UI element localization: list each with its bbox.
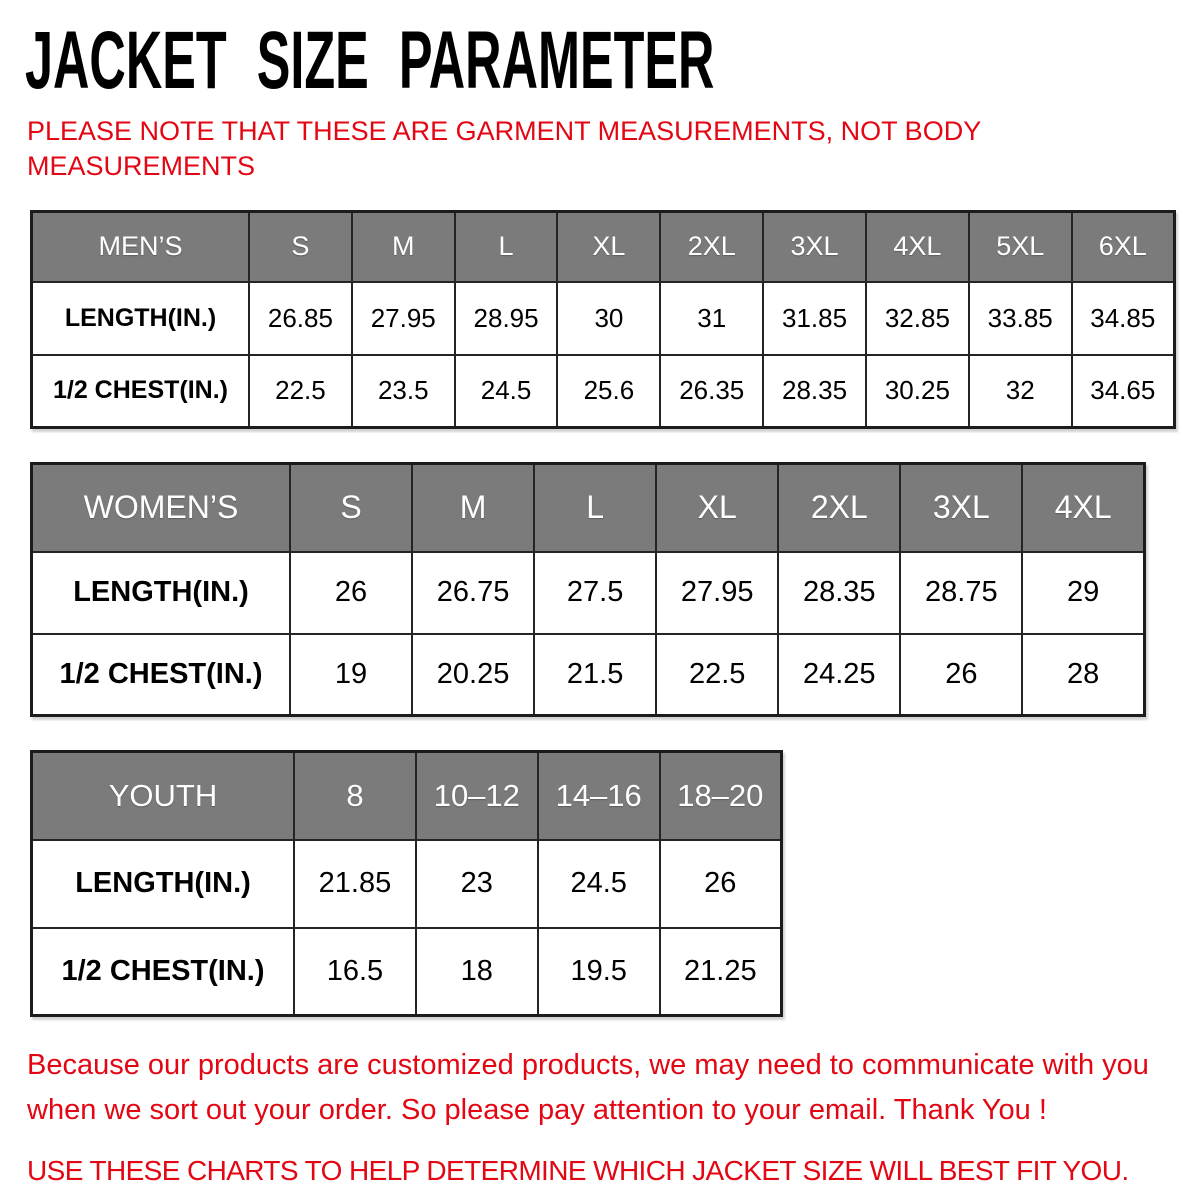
size-header-cell: M <box>412 464 534 552</box>
row-label-cell: 1/2 CHEST(IN.) <box>32 634 291 716</box>
value-cell: 23 <box>416 840 538 928</box>
table-row <box>32 928 782 1016</box>
size-header-cell: 6XL <box>1072 212 1175 282</box>
size-header-cell: S <box>290 464 412 552</box>
table-title-cell: YOUTH <box>32 752 295 840</box>
value-cell: 28.35 <box>778 552 900 634</box>
size-table-grid <box>30 750 783 1017</box>
table-title-cell: MEN’S <box>32 212 250 282</box>
value-cell: 31 <box>660 282 763 355</box>
womens-size-table <box>30 462 1200 717</box>
size-header-cell: 8 <box>294 752 416 840</box>
value-cell: 34.85 <box>1072 282 1175 355</box>
value-cell: 28 <box>1022 634 1144 716</box>
value-cell: 25.6 <box>557 355 660 428</box>
row-label-cell: LENGTH(IN.) <box>32 840 295 928</box>
size-table-grid <box>30 462 1146 717</box>
value-cell: 26 <box>900 634 1022 716</box>
size-header-cell: 4XL <box>1022 464 1144 552</box>
row-label-cell: LENGTH(IN.) <box>32 552 291 634</box>
size-table-grid <box>30 210 1176 429</box>
value-cell: 24.5 <box>455 355 558 428</box>
size-header-cell: S <box>249 212 352 282</box>
table-row <box>32 282 1175 355</box>
mens-size-table <box>30 210 1200 429</box>
value-cell: 27.95 <box>352 282 455 355</box>
value-cell: 19.5 <box>538 928 660 1016</box>
value-cell: 30.25 <box>866 355 969 428</box>
size-header-cell: L <box>534 464 656 552</box>
size-header-cell: M <box>352 212 455 282</box>
table-row <box>32 355 1175 428</box>
customized-products-note: Because our products are customized products, we may need to communicate with you when we sort out your order. So please pay attention to your email. Thank You ! <box>27 1049 1149 1127</box>
value-cell: 21.85 <box>294 840 416 928</box>
size-header-cell: XL <box>656 464 778 552</box>
value-cell: 29 <box>1022 552 1144 634</box>
value-cell: 28.95 <box>455 282 558 355</box>
value-cell: 24.5 <box>538 840 660 928</box>
value-cell: 21.25 <box>660 928 782 1016</box>
youth-size-table <box>30 750 1200 1017</box>
row-label-cell: 1/2 CHEST(IN.) <box>32 928 295 1016</box>
value-cell: 22.5 <box>249 355 352 428</box>
value-cell: 20.25 <box>412 634 534 716</box>
table-row <box>32 634 1145 716</box>
size-header-cell: 14–16 <box>538 752 660 840</box>
table-title-cell: WOMEN’S <box>32 464 291 552</box>
size-header-cell: XL <box>557 212 660 282</box>
size-header-cell: 2XL <box>778 464 900 552</box>
use-charts-note: USE THESE CHARTS TO HELP DETERMINE WHICH JACKET SIZE WILL BEST FIT YOU. <box>27 1155 1129 1187</box>
value-cell: 26.85 <box>249 282 352 355</box>
value-cell: 27.95 <box>656 552 778 634</box>
header-row <box>32 212 1175 282</box>
value-cell: 33.85 <box>969 282 1072 355</box>
value-cell: 30 <box>557 282 660 355</box>
size-header-cell: 3XL <box>763 212 866 282</box>
value-cell: 18 <box>416 928 538 1016</box>
value-cell: 19 <box>290 634 412 716</box>
value-cell: 26.75 <box>412 552 534 634</box>
value-cell: 21.5 <box>534 634 656 716</box>
value-cell: 34.65 <box>1072 355 1175 428</box>
value-cell: 26 <box>660 840 782 928</box>
size-header-cell: 4XL <box>866 212 969 282</box>
value-cell: 16.5 <box>294 928 416 1016</box>
row-label-cell: 1/2 CHEST(IN.) <box>32 355 250 428</box>
size-header-cell: 3XL <box>900 464 1022 552</box>
header-row <box>32 752 782 840</box>
header-row <box>32 464 1145 552</box>
size-header-cell: 2XL <box>660 212 763 282</box>
value-cell: 32 <box>969 355 1072 428</box>
value-cell: 26.35 <box>660 355 763 428</box>
value-cell: 31.85 <box>763 282 866 355</box>
size-header-cell: 10–12 <box>416 752 538 840</box>
page-title <box>25 14 1200 106</box>
table-row <box>32 840 782 928</box>
value-cell: 32.85 <box>866 282 969 355</box>
size-header-cell: 5XL <box>969 212 1072 282</box>
page-title-text: JACKET SIZE PARAMETER <box>25 14 715 106</box>
table-row <box>32 552 1145 634</box>
value-cell: 27.5 <box>534 552 656 634</box>
value-cell: 26 <box>290 552 412 634</box>
row-label-cell: LENGTH(IN.) <box>32 282 250 355</box>
value-cell: 28.75 <box>900 552 1022 634</box>
value-cell: 23.5 <box>352 355 455 428</box>
value-cell: 22.5 <box>656 634 778 716</box>
size-header-cell: 18–20 <box>660 752 782 840</box>
value-cell: 24.25 <box>778 634 900 716</box>
size-header-cell: L <box>455 212 558 282</box>
garment-measurement-note: PLEASE NOTE THAT THESE ARE GARMENT MEASUREMENTS, NOT BODY MEASUREMENTS <box>27 116 981 182</box>
value-cell: 28.35 <box>763 355 866 428</box>
